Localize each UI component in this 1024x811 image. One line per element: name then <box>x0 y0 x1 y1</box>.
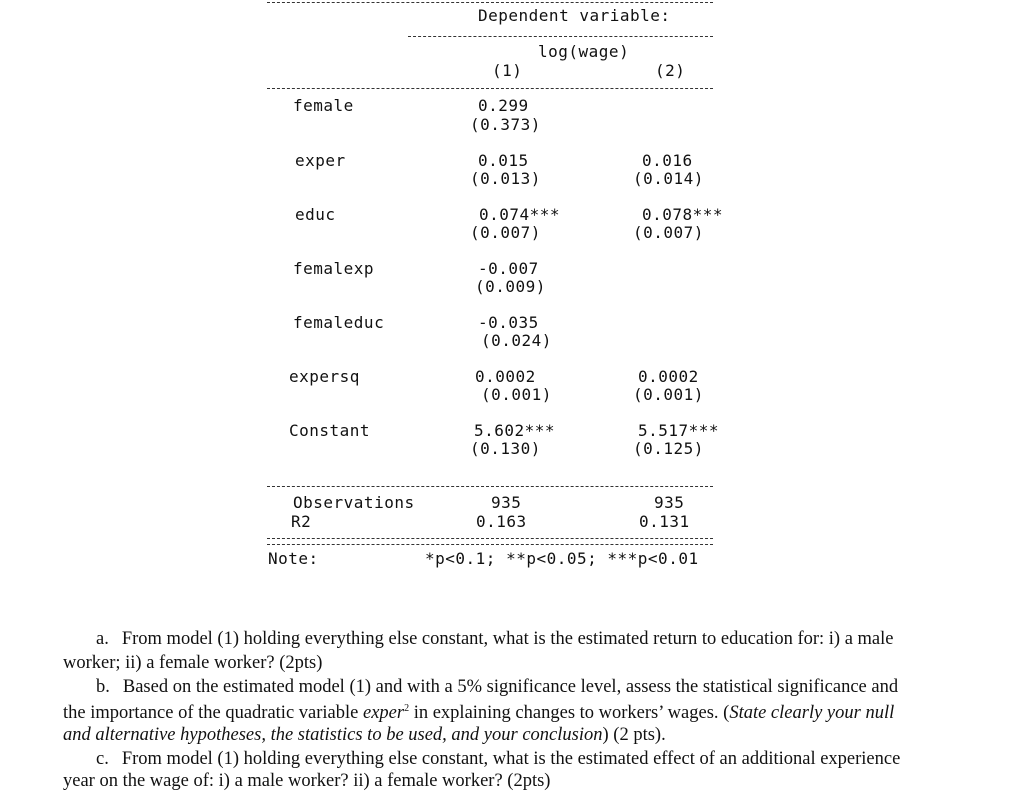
note-text: *p<0.1; **p<0.05; ***p<0.01 <box>425 549 699 568</box>
dependent-variable-rule <box>408 36 713 37</box>
coef-educ-m2: 0.078*** <box>642 205 724 224</box>
se-constant-m2: (0.125) <box>633 439 704 458</box>
row-label-femalexp: femalexp <box>293 259 375 278</box>
row-label-female: female <box>293 96 354 115</box>
row-label-educ: educ <box>295 205 336 224</box>
se-educ-m2: (0.007) <box>633 223 704 242</box>
se-exper-m2: (0.014) <box>633 169 704 188</box>
se-femalexp-m1: (0.009) <box>475 277 546 296</box>
question-a-line2: worker; ii) a female worker? (2pts) <box>63 653 323 673</box>
bottom-double-rule <box>267 538 713 545</box>
r2-m1: 0.163 <box>476 512 527 531</box>
observations-label: Observations <box>293 493 415 512</box>
se-femaleduc-m1: (0.024) <box>481 331 552 350</box>
se-female-m1: (0.373) <box>470 115 541 134</box>
se-expersq-m1: (0.001) <box>481 385 552 404</box>
coef-constant-m2: 5.517*** <box>638 421 720 440</box>
question-b-label: b. <box>96 677 110 697</box>
coef-expersq-m1: 0.0002 <box>475 367 536 386</box>
coef-femaleduc-m1: -0.035 <box>478 313 539 332</box>
se-exper-m1: (0.013) <box>470 169 541 188</box>
note-label: Note: <box>268 549 319 568</box>
coef-educ-m1: 0.074*** <box>479 205 561 224</box>
row-label-femaleduc: femaleduc <box>293 313 385 332</box>
row-label-constant: Constant <box>289 421 371 440</box>
question-b-line2: the importance of the quadratic variable exper$^2$ in explaining changes to workers’ wages. (State clearly your null <box>63 703 895 723</box>
question-c-label: c. <box>96 749 109 769</box>
observations-m2: 935 <box>654 493 685 512</box>
dependent-variable-label: Dependent variable: <box>478 6 671 25</box>
se-expersq-m2: (0.001) <box>633 385 704 404</box>
squared-superscript: 2 <box>404 703 410 714</box>
coef-constant-m1: 5.602*** <box>474 421 556 440</box>
question-b-line3: and alternative hypotheses, the statistics to be used, and your conclusion) (2 pts). <box>63 725 666 745</box>
exper-variable: exper <box>362 703 405 723</box>
column-header-2: (2) <box>655 61 686 80</box>
coef-femalexp-m1: -0.007 <box>478 259 539 278</box>
coef-exper-m1: 0.015 <box>478 151 529 170</box>
question-a-line1: a. From model (1) holding everything else constant, what is the estimated return to education for: i) a male <box>96 629 894 649</box>
stats-rule <box>267 486 713 487</box>
question-c-line2: year on the wage of: i) a male worker? ii) a female worker? (2pts) <box>63 771 551 791</box>
observations-m1: 935 <box>491 493 522 512</box>
r2-m2: 0.131 <box>639 512 690 531</box>
coef-female-m1: 0.299 <box>478 96 529 115</box>
r2-label: R2 <box>291 512 312 531</box>
top-rule <box>267 2 713 3</box>
question-b-line1: b. Based on the estimated model (1) and with a 5% significance level, assess the statistical significance and <box>96 677 899 697</box>
column-header-1: (1) <box>492 61 523 80</box>
question-a-label: a. <box>96 629 109 649</box>
dependent-variable: log(wage) <box>538 42 630 61</box>
row-label-exper: exper <box>295 151 346 170</box>
se-constant-m1: (0.130) <box>470 439 541 458</box>
row-label-expersq: expersq <box>289 367 360 386</box>
header-rule <box>267 88 713 89</box>
question-c-line1: c. From model (1) holding everything else constant, what is the estimated effect of an additional experience <box>96 749 901 769</box>
coef-exper-m2: 0.016 <box>642 151 693 170</box>
se-educ-m1: (0.007) <box>470 223 541 242</box>
coef-expersq-m2: 0.0002 <box>638 367 699 386</box>
